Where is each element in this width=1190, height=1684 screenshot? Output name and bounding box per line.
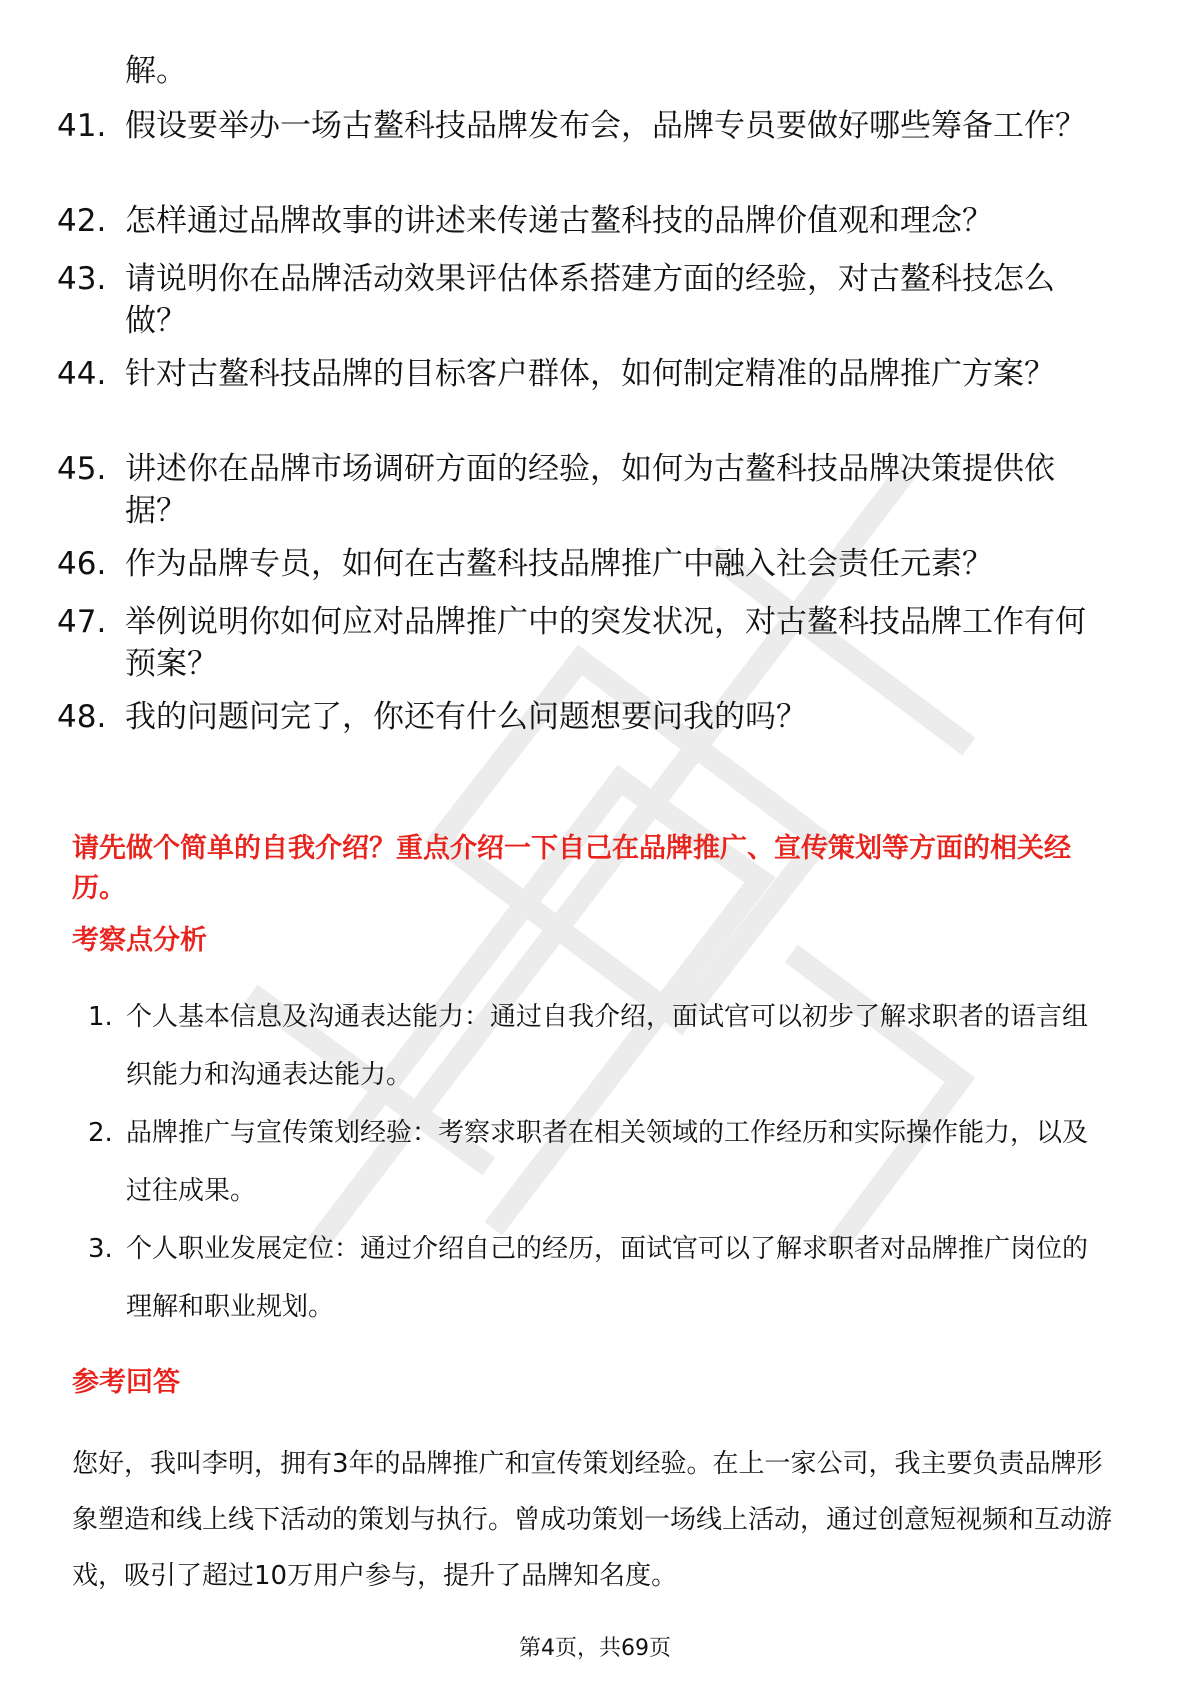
question-number: 41. — [57, 108, 107, 144]
question-number: 46. — [57, 546, 107, 582]
answer-paragraph: 您好，我叫李明，拥有3年的品牌推广和宣传策划经验。在上一家公司，我主要负责品牌形象塑造和线上线下活动的策划与执行。曾成功策划一场线上活动，通过创意短视频和互动游戏，吸引了超过10万用户参与，提升了品牌知名度。 — [72, 1449, 1113, 1591]
question-text: 请说明你在品牌活动效果评估体系搭建方面的经验，对古鳌科技怎么做？ — [125, 261, 1055, 339]
question-text: 针对古鳌科技品牌的目标客户群体，如何制定精准的品牌推广方案？ — [125, 356, 1055, 392]
question-text: 讲述你在品牌市场调研方面的经验，如何为古鳌科技品牌决策提供依据？ — [125, 451, 1055, 529]
question-text: 假设要举办一场古鳌科技品牌发布会，品牌专员要做好哪些筹备工作？ — [125, 108, 1086, 144]
analysis-text: 个人基本信息及沟通表达能力：通过自我介绍，面试官可以初步了解求职者的语言组织能力和沟通表达能力。 — [126, 1002, 1089, 1090]
answer-heading: 参考回答 — [72, 1367, 180, 1398]
question-number: 45. — [57, 451, 107, 487]
analysis-text: 个人职业发展定位：通过介绍自己的经历，面试官可以了解求职者对品牌推广岗位的理解和职业规划。 — [126, 1234, 1089, 1322]
analysis-number: 2. — [88, 1118, 113, 1148]
question-text: 我的问题问完了，你还有什么问题想要问我的吗？ — [125, 699, 807, 735]
question-number: 48. — [57, 699, 107, 735]
analysis-number: 3. — [88, 1234, 113, 1264]
analysis-text: 品牌推广与宣传策划经验：考察求职者在相关领域的工作经历和实际操作能力，以及过往成果。 — [126, 1118, 1089, 1206]
analysis-number: 1. — [88, 1002, 113, 1032]
analysis-heading: 考察点分析 — [72, 925, 207, 956]
question-number: 42. — [57, 203, 107, 239]
page-footer: 第4页，共69页 — [519, 1636, 671, 1661]
question-heading: 请先做个简单的自我介绍？重点介绍一下自己在品牌推广、宣传策划等方面的相关经历。 — [72, 833, 1071, 904]
question-text: 怎样通过品牌故事的讲述来传递古鳌科技的品牌价值观和理念？ — [125, 203, 993, 239]
question-text: 作为品牌专员，如何在古鳌科技品牌推广中融入社会责任元素？ — [125, 546, 993, 582]
question-text: 举例说明你如何应对品牌推广中的突发状况，对古鳌科技品牌工作有何预案？ — [125, 604, 1086, 682]
question-number: 47. — [57, 604, 107, 640]
question-number: 43. — [57, 261, 107, 297]
question-number: 44. — [57, 356, 107, 392]
continued-text: 解。 — [125, 53, 187, 89]
